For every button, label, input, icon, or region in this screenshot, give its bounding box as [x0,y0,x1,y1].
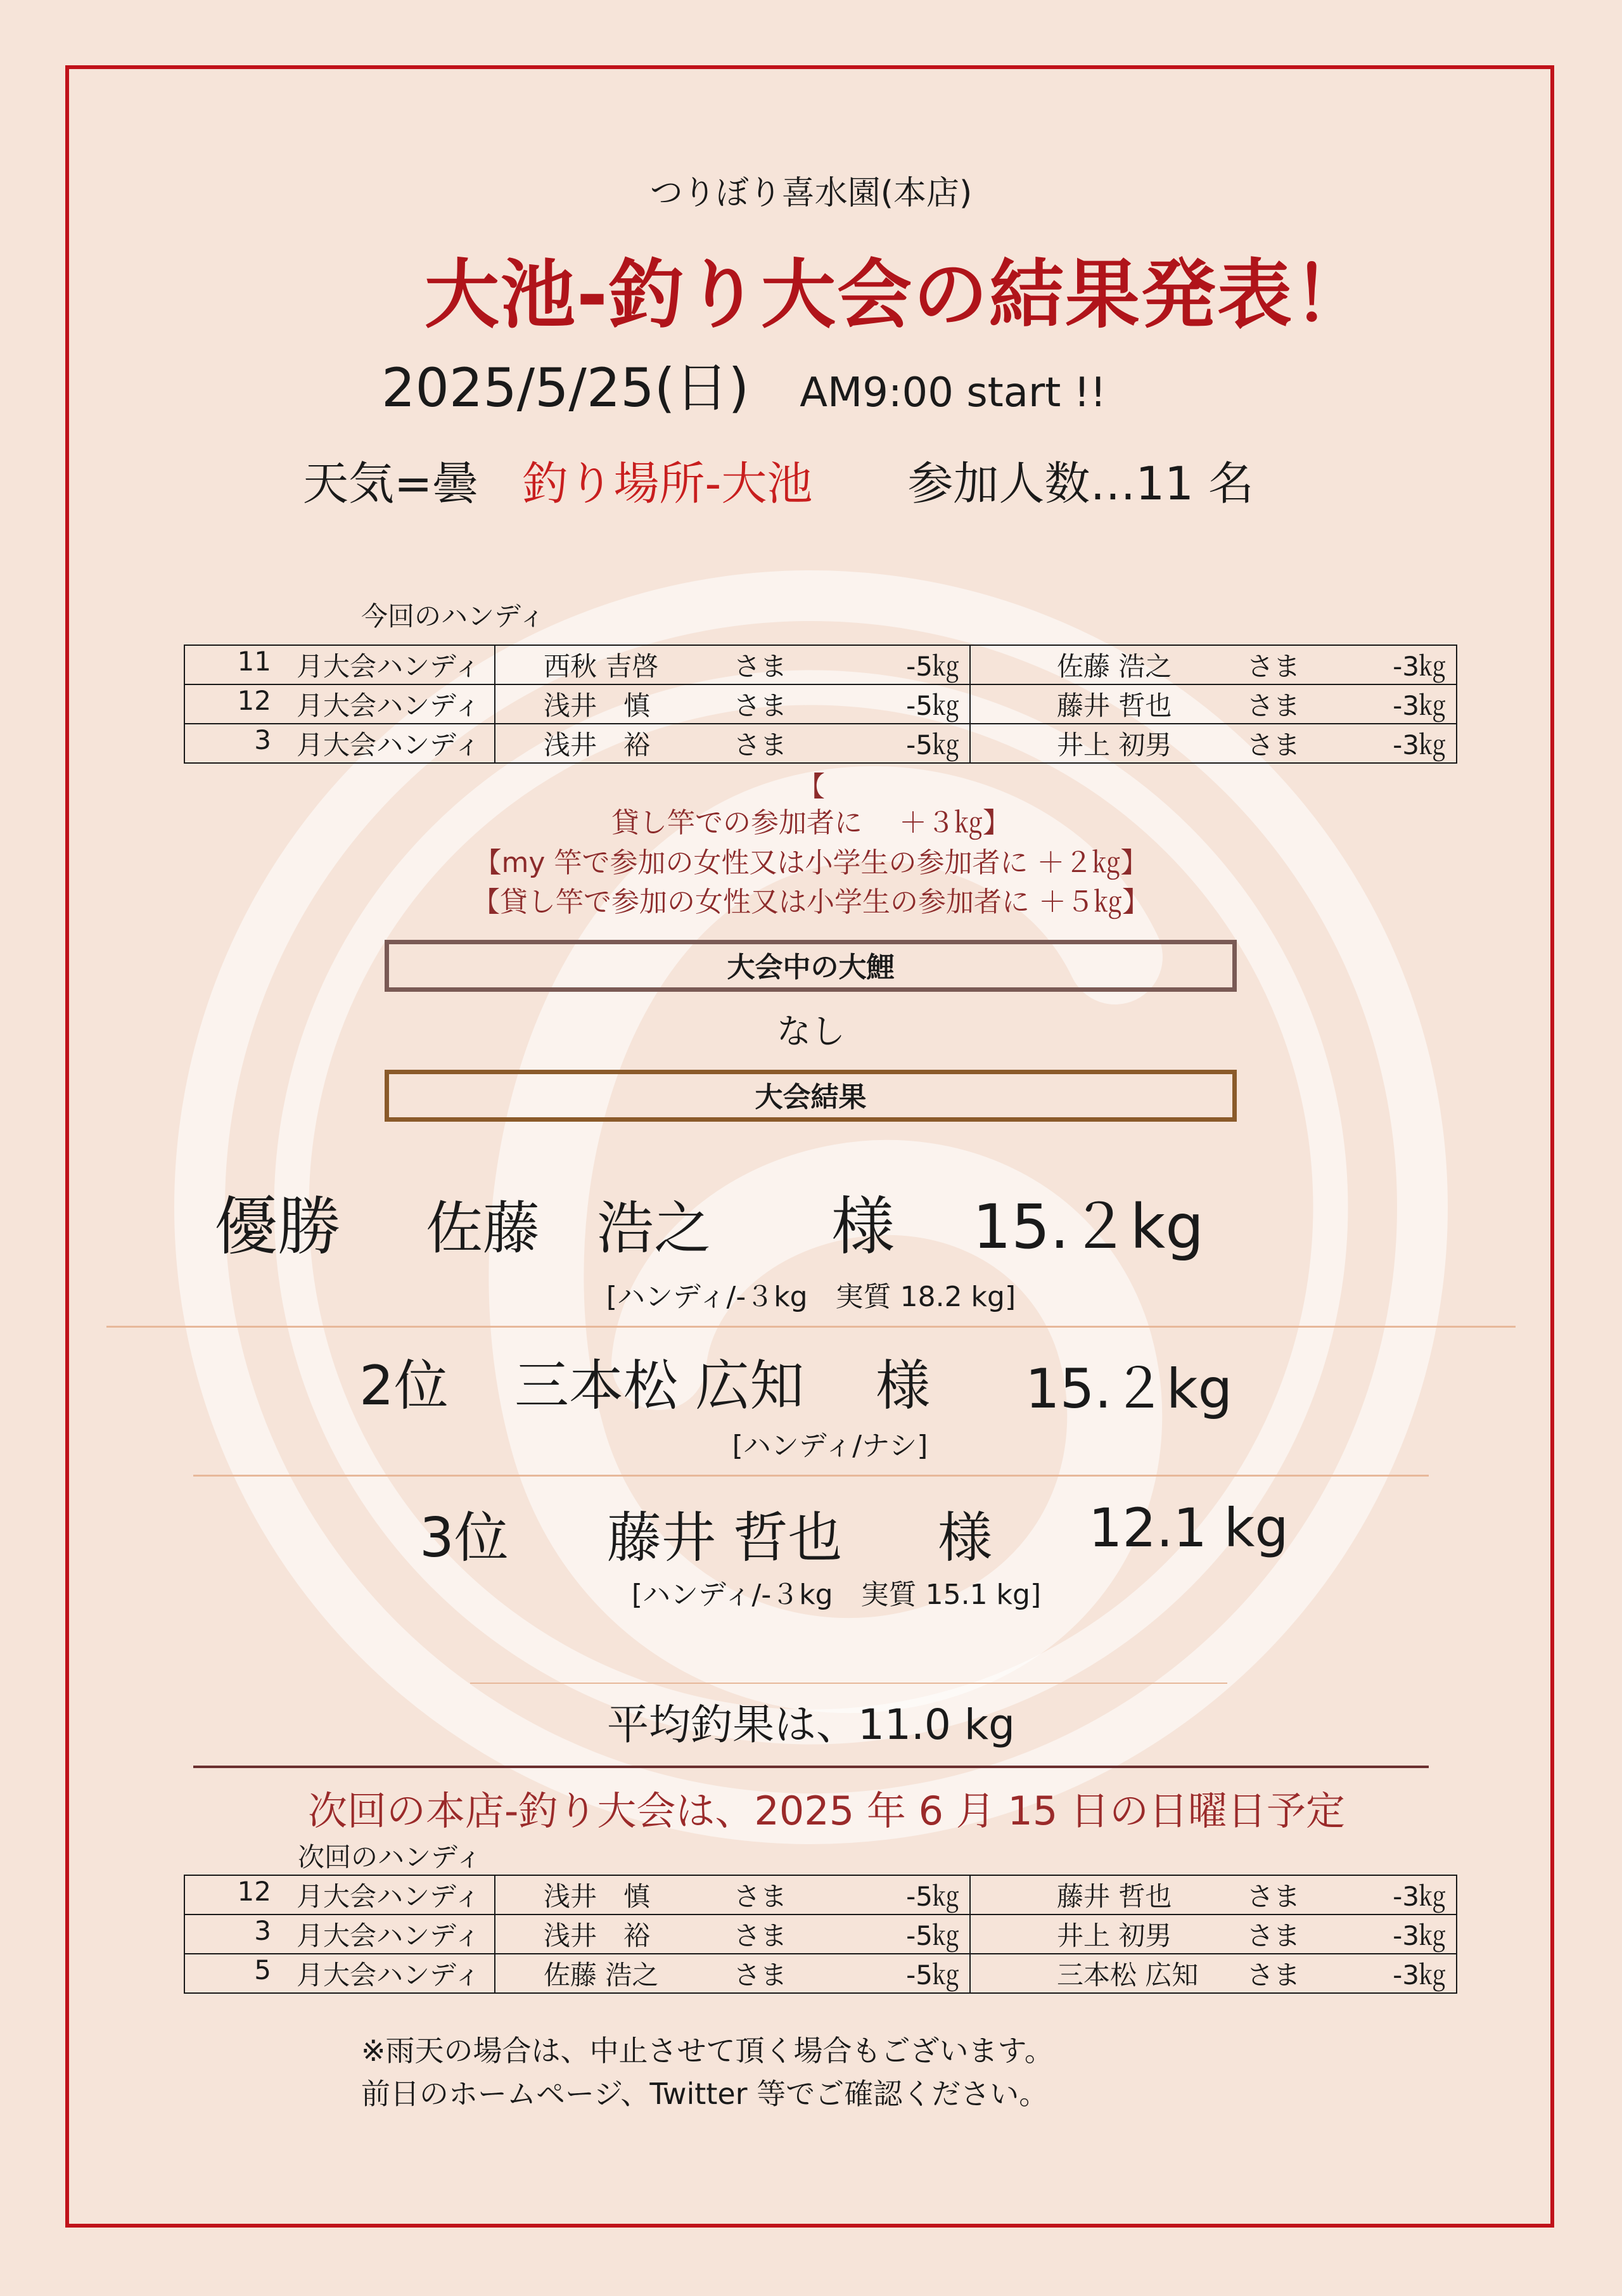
table-row: 12 月大会ハンディ 浅井 慎 さま -5㎏ 藤井 哲也 さま -3㎏ [184,1875,1457,1914]
third-weight: 12.1 kg [1089,1497,1289,1559]
participant-count: 参加人数…11 名 [907,457,1254,510]
table-row: 3 月大会ハンディ 浅井 裕 さま -5㎏ 井上 初男 さま -3㎏ [184,724,1457,763]
divider [106,1326,1516,1328]
table-row: 5 月大会ハンディ 佐藤 浩之 さま -5㎏ 三本松 広知 さま -3㎏ [184,1954,1457,1993]
rule-line-2: 【my 竿で参加の女性又は小学生の参加者に ＋２㎏】 [473,847,1149,879]
event-start: AM9:00 start !! [800,369,1107,416]
next-handicap-label: 次回のハンディ [298,1842,482,1873]
rule-line-1: 貸し竿での参加者に ＋３㎏】 [611,807,1011,839]
second-note: [ハンディ/ナシ] [732,1430,928,1462]
first-rank: 優勝 [214,1190,341,1264]
divider [470,1683,1227,1684]
current-handicap-label: 今回のハンディ [361,601,546,632]
rule-line-3: 【貸し竿で参加の女性又は小学生の参加者に ＋５㎏】 [472,886,1150,918]
note-rain: ※雨天の場合は、中止させて頂く場合もございます。 [361,2034,1054,2068]
next-event: 次回の本店-釣り大会は、2025 年 6 月 15 日の日曜日予定 [308,1788,1346,1834]
fishing-place: 釣り場所-大池 [522,457,813,510]
first-weight: 15.２kg [973,1191,1204,1262]
table-row: 11 月大会ハンディ 西秋 吉啓 さま -5㎏ 佐藤 浩之 さま -3㎏ [184,645,1457,684]
third-honorific: 様 [938,1506,992,1570]
first-name: 佐藤 浩之 [426,1195,711,1262]
weather: 天気=曇 [303,457,478,510]
shop-name: つりぼり喜水園(本店) [649,174,973,212]
third-name: 藤井 哲也 [607,1506,843,1570]
first-note: [ハンディ/-３kg 実質 18.2 kg] [606,1281,1016,1313]
results-title-box: 大会結果 [385,1070,1237,1122]
big-carp-title-box: 大会中の大鯉 [385,940,1237,992]
table-row: 12 月大会ハンディ 浅井 慎 さま -5㎏ 藤井 哲也 さま -3㎏ [184,684,1457,724]
rule-bracket: 【 [797,771,825,803]
event-datetime [381,345,1106,422]
second-name: 三本松 広知 [514,1354,805,1418]
second-honorific: 様 [876,1354,930,1418]
second-weight: 15.２kg [1025,1357,1233,1421]
next-handicap-table [184,1875,1457,1994]
average-catch: 平均釣果は、11.0 kg [606,1700,1016,1749]
big-carp-value: なし [777,1011,845,1051]
current-handicap-table [184,645,1457,764]
table-row: 3 月大会ハンディ 浅井 裕 さま -5㎏ 井上 初男 さま -3㎏ [184,1914,1457,1954]
first-honorific: 様 [831,1190,895,1264]
event-date: 2025/5/25(日) [381,357,750,419]
third-rank: 3位 [419,1506,509,1570]
note-confirm: 前日のホームページ、Twitter 等でご確認ください。 [361,2077,1049,2111]
divider [193,1475,1429,1477]
event-info [303,447,1254,513]
third-note: [ハンディ/-３kg 実質 15.1 kg] [631,1579,1042,1611]
headline: 大池-釣り大会の結果発表！ [425,251,1369,338]
divider [193,1766,1429,1768]
second-rank: 2位 [359,1354,449,1418]
